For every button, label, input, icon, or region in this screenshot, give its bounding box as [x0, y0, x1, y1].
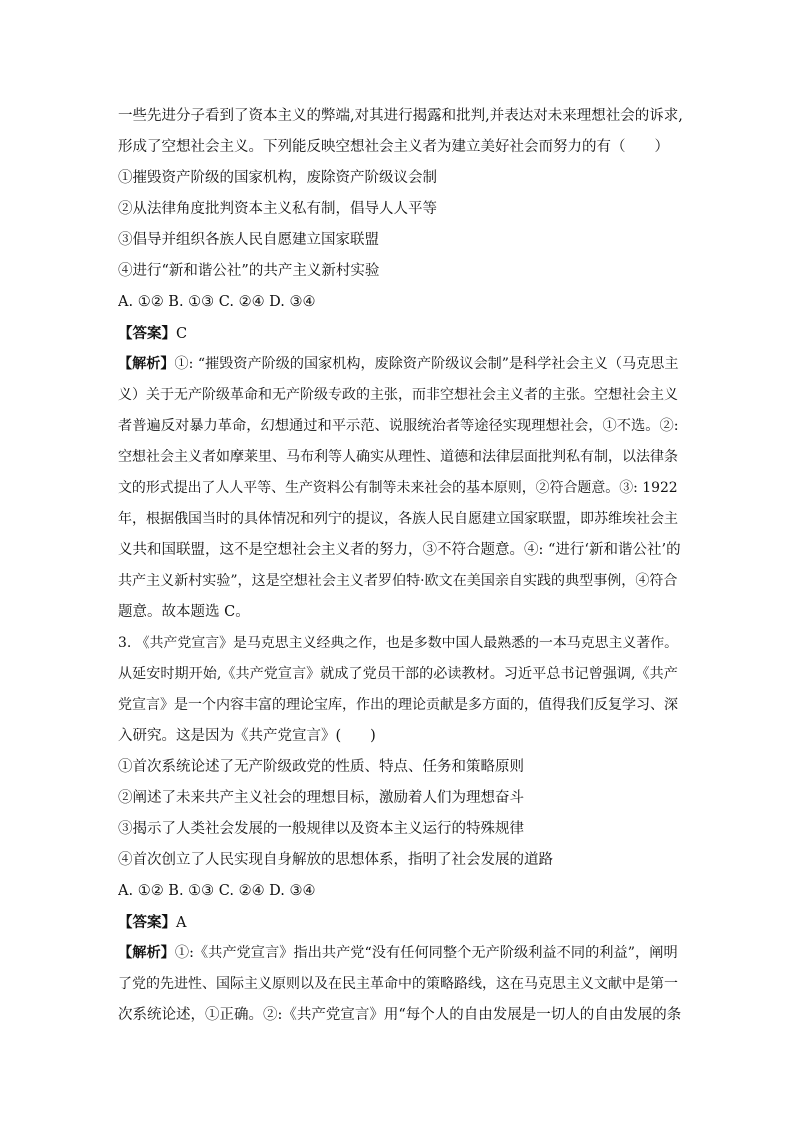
line-text: A: [176, 915, 187, 931]
text-line: [118, 659, 684, 690]
line-text: 形成了空想社会主义。下列能反映空想社会主义者为建立美好社会而努力的有（ ）: [118, 139, 669, 155]
line-text: 共产主义新村实验”，这是空想社会主义者罗伯特·欧文在美国亲自实践的典型事例，④符合: [118, 573, 678, 589]
answer-label: 【答案】: [118, 914, 176, 931]
line-text: 年，根据俄国当时的具体情况和列宁的提议，各族人民自愿建立国家联盟，即苏维埃社会主: [118, 511, 678, 527]
text-line: [118, 132, 684, 163]
analysis-label: 【解析】: [118, 945, 175, 961]
text-line: [118, 535, 684, 566]
line-text: C: [176, 326, 188, 342]
text-line: [118, 473, 684, 504]
text-line: [118, 1000, 684, 1031]
line-text: ①摧毁资产阶级的国家机构，废除资产阶级议会制: [118, 170, 437, 186]
line-text: 从延安时期开始,《共产党宣言》就成了党员干部的必读教材。习近平总书记曾强调,《共产: [118, 666, 678, 682]
text-line: [118, 411, 684, 442]
line-text: 入研究。这是因为《共产党宣言》( ): [118, 728, 376, 744]
text-line: [118, 101, 684, 132]
line-text: 者普遍反对暴力革命，幻想通过和平示范、说服统治者等途径实现理想社会，①不选。②:: [118, 418, 679, 434]
line-text: 3. 《共产党宣言》是马克思主义经典之作，也是多数中国人最熟悉的一本马克思主义著作。: [118, 635, 679, 651]
text-line: [118, 163, 684, 194]
text-line: [118, 845, 684, 876]
line-text: ③倡导并组织各族人民自愿建立国家联盟: [118, 232, 379, 248]
text-line: [118, 442, 684, 473]
line-text: A. ①② B. ①③ C. ②④ D. ③④: [118, 883, 316, 899]
text-line: [118, 690, 684, 721]
text-line: [118, 628, 684, 659]
text-line: [118, 597, 684, 628]
line-text: 题意。故本题选 C。: [118, 604, 250, 620]
text-line: [118, 256, 684, 287]
text-line: [118, 504, 684, 535]
line-text: 空想社会主义者如摩莱里、马布利等人确实从理性、道德和法律层面批判私有制，以法律条: [118, 449, 678, 465]
line-text: ①:《共产党宣言》指出共产党“没有任何同整个无产阶级利益不同的利益”，阐明: [174, 945, 678, 961]
text-line: [118, 814, 684, 845]
line-text: 义共和国联盟，这不是空想社会主义者的努力，③不符合题意。④: “进行‘新和谐公社’的: [118, 542, 681, 558]
text-line: [118, 380, 684, 411]
analysis-label: 【解析】: [118, 356, 175, 372]
text-line: [118, 969, 684, 1000]
line-text: ④进行“新和谐公社”的共产主义新村实验: [118, 263, 380, 279]
line-text: ①: “摧毁资产阶级的国家机构，废除资产阶级议会制”是科学社会主义（马克思主: [174, 356, 679, 372]
line-text: 党宣言》是一个内容丰富的理论宝库，作出的理论贡献是多方面的，值得我们反复学习、深: [118, 697, 678, 713]
text-line: [118, 783, 684, 814]
text-line: [118, 566, 684, 597]
line-text: 义）关于无产阶级革命和无产阶级专政的主张，而非空想社会主义者的主张。空想社会主义: [118, 387, 678, 403]
line-text: ②从法律角度批判资本主义私有制，倡导人人平等: [118, 201, 437, 217]
text-line: [118, 907, 684, 938]
text-line: [118, 225, 684, 256]
line-text: ①首次系统论述了无产阶级政党的性质、特点、任务和策略原则: [118, 759, 524, 775]
line-text: 次系统论述，①正确。②:《共产党宣言》用“每个人的自由发展是一切人的自由发展的条: [118, 1007, 682, 1023]
line-text: ④首次创立了人民实现自身解放的思想体系，指明了社会发展的道路: [118, 852, 553, 868]
line-text: ③揭示了人类社会发展的一般规律以及资本主义运行的特殊规律: [118, 821, 524, 837]
text-line: [118, 194, 684, 225]
text-line: [118, 752, 684, 783]
line-text: 了党的先进性、国际主义原则以及在民主革命中的策略路线，这在马克思主义文献中是第一: [118, 976, 678, 992]
text-line: [118, 349, 684, 380]
document-body: [118, 101, 684, 1031]
line-text: A. ①② B. ①③ C. ②④ D. ③④: [118, 294, 316, 310]
line-text: ②阐述了未来共产主义社会的理想目标，激励着人们为理想奋斗: [118, 790, 524, 806]
line-text: 文的形式提出了人人平等、生产资料公有制等未来社会的基本原则，②符合题意。③: 1922: [118, 480, 678, 496]
text-line: [118, 287, 684, 318]
text-line: [118, 876, 684, 907]
text-line: [118, 721, 684, 752]
line-text: 一些先进分子看到了资本主义的弊端,对其进行揭露和批判,并表达对未来理想社会的诉求,: [118, 108, 683, 124]
text-line: [118, 938, 684, 969]
answer-label: 【答案】: [118, 325, 176, 342]
text-line: [118, 318, 684, 349]
